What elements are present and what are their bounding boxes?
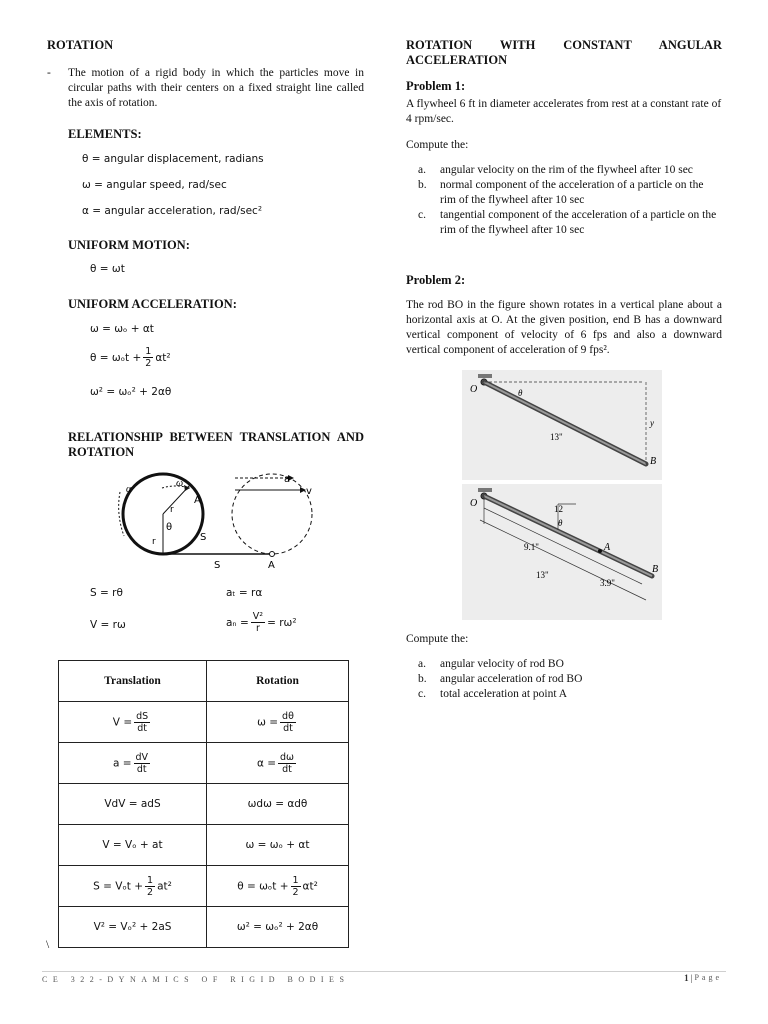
list-text: tangential component of the acceleration of a particle on the rim of the flywheel after 10 sec [440, 209, 717, 236]
right-heading: ROTATION WITH CONSTANT ANGULAR ACCELERATION [406, 38, 722, 67]
list-text: total acceleration at point A [440, 688, 568, 700]
cell-left: ω = [257, 716, 279, 728]
table-row [59, 825, 349, 866]
rod-highlight [484, 496, 652, 576]
table-cell: ωdω = αdθ [207, 784, 349, 825]
pin-support [478, 488, 492, 492]
v-arrow-label: v [306, 486, 312, 497]
fig1-o-label: O [470, 384, 478, 395]
cell-fraction [291, 875, 301, 898]
list-marker: c. [418, 209, 426, 221]
dashed-circle [232, 474, 312, 554]
footer-rule [42, 971, 726, 972]
table-cell [207, 743, 349, 784]
point-a [598, 549, 602, 553]
eq2-left: θ = ωₒt + [90, 351, 142, 364]
table-cell [207, 866, 349, 907]
eq2-den: 2 [145, 358, 152, 369]
footer-page [684, 973, 722, 983]
radius-label-2: r [152, 537, 156, 547]
frac-den: dt [136, 763, 147, 775]
frac-num: dV [135, 751, 149, 763]
cell-fraction [134, 711, 150, 734]
problem2-title: Problem 2: [406, 273, 466, 287]
page-number: 1 [684, 973, 689, 983]
point-a-ground [270, 552, 275, 557]
fig2-b-label: B [652, 564, 659, 575]
arc-s-label: S [200, 532, 207, 543]
table-cell: V² = Vₒ² + 2aS [59, 907, 207, 948]
frac-num: dS [136, 710, 149, 722]
rotation-definition: The motion of a rigid body in which the particles move in circular paths with their centers on a fixed straight line called the axis of rotation. [68, 67, 364, 109]
stray-backslash: \ [46, 939, 50, 951]
fig2-o-label: O [470, 498, 478, 509]
frac-num: 1 [147, 874, 154, 886]
elements-heading: ELEMENTS: [68, 127, 142, 141]
list-item [406, 672, 722, 687]
uniform-acceleration-heading: UNIFORM ACCELERATION: [68, 297, 237, 311]
relation-s: S = rθ [90, 587, 123, 599]
table-cell [59, 702, 207, 743]
an-fraction [251, 611, 265, 634]
uniform-motion-equation: θ = ωt [90, 263, 125, 275]
list-item [406, 657, 722, 672]
fig1-theta-label: θ [518, 388, 523, 398]
frac-den: dt [283, 722, 293, 734]
fig1-b-label: B [650, 456, 657, 467]
radius-line-diagonal [163, 485, 190, 514]
translation-rotation-table [58, 660, 349, 948]
relation-at: aₜ = rα [226, 587, 263, 599]
cell-fraction [278, 752, 296, 775]
radius-label-1: r [170, 505, 174, 515]
table-row [59, 866, 349, 907]
page-word: Page [694, 973, 722, 982]
uniform-accel-eq1: ω = ωₒ + αt [90, 323, 154, 335]
fig2-twelve-label: 12 [554, 504, 563, 514]
element-omega: ω = angular speed, rad/sec [82, 179, 227, 191]
list-marker: a. [418, 164, 426, 176]
eq2-right: αt² [155, 351, 171, 364]
list-marker: b. [418, 673, 427, 685]
relation-an [226, 611, 297, 634]
theta-label: θ [166, 522, 173, 533]
frac-den: dt [137, 722, 148, 734]
rod-figure-1 [462, 370, 662, 480]
element-theta: θ = angular displacement, radians [82, 153, 264, 165]
table-cell: V = Vₒ + at [59, 825, 207, 866]
problem1-compute: Compute the: [406, 139, 469, 151]
rod-figure-2 [462, 484, 662, 620]
list-text: angular velocity on the rim of the flywheel after 10 sec [440, 164, 693, 176]
table-cell: ω² = ωₒ² + 2αθ [207, 907, 349, 948]
alpha-label: α [126, 484, 132, 495]
problem2-list [406, 657, 722, 702]
element-alpha: α = angular acceleration, rad/sec² [82, 205, 263, 217]
table-row [59, 702, 349, 743]
point-a-label: A [194, 495, 201, 506]
page-separator: | [690, 973, 693, 983]
frac-den: 2 [147, 886, 154, 898]
problem1-list [406, 163, 722, 238]
cell-left: θ = ωₒt + [237, 880, 289, 892]
an-right: = rω² [267, 616, 297, 629]
cell-left: S = Vₒt + [93, 880, 144, 892]
uniform-accel-eq2 [90, 346, 171, 369]
table-header-row [59, 661, 349, 702]
table-cell [207, 702, 349, 743]
cell-left: V = [112, 716, 133, 728]
omega-label: ω [176, 478, 184, 489]
list-item [406, 208, 722, 238]
frac-den: dt [282, 763, 292, 775]
cell-left: a = [112, 757, 132, 769]
list-item [406, 687, 722, 702]
list-text: normal component of the acceleration of a particle on the rim of the flywheel after 10 sec [440, 179, 704, 206]
section-title-rotation: ROTATION [47, 38, 114, 52]
bullet-marker: - [47, 67, 51, 79]
problem2-compute: Compute the: [406, 633, 469, 645]
header-rotation: Rotation [207, 661, 349, 702]
rod-highlight [484, 382, 646, 464]
fig1-y-label: y [650, 418, 654, 428]
fig2-thirteen-label: 13" [536, 570, 549, 580]
list-item [406, 178, 722, 208]
list-text: angular acceleration of rod BO [440, 673, 583, 685]
list-text: angular velocity of rod BO [440, 658, 564, 670]
list-marker: b. [418, 179, 427, 191]
frac-den: 2 [292, 886, 299, 898]
table-row [59, 784, 349, 825]
an-num: V² [252, 611, 264, 622]
table-cell: VdV = adS [59, 784, 207, 825]
a-arrow-label: a [284, 474, 291, 485]
header-translation: Translation [59, 661, 207, 702]
cell-fraction [280, 711, 296, 734]
cell-left: α = [256, 757, 277, 769]
list-marker: c. [418, 688, 426, 700]
list-item [406, 163, 722, 178]
fig2-three-nine-label: 3.9" [600, 578, 615, 588]
fig1-length-label: 13" [550, 432, 563, 442]
cell-fraction [145, 875, 155, 898]
cell-fraction [134, 752, 151, 775]
relation-v: V = rω [90, 619, 126, 631]
frac-num: dθ [282, 710, 294, 722]
problem2-text: The rod BO in the figure shown rotates in a vertical plane about a horizontal axis at O. At the given position, end B has a downward vertical component of velocity of 6 fps and also a downward vertical component of acceleration of 9 fps². [406, 299, 722, 356]
frac-num: 1 [292, 874, 299, 886]
table-cell [59, 743, 207, 784]
cell-right: at² [157, 880, 172, 892]
translation-rotation-diagram [110, 470, 320, 575]
table-cell [59, 866, 207, 907]
eq2-fraction [143, 346, 153, 369]
fig2-a-label: A [604, 542, 611, 553]
table-row [59, 743, 349, 784]
ground-a-label: A [268, 560, 275, 571]
frac-num: dω [280, 751, 295, 763]
table-cell: ω = ωₒ + αt [207, 825, 349, 866]
an-den: r [255, 623, 260, 634]
ground-s-label: S [214, 560, 221, 571]
fig2-nine-one-label: 9.1" [524, 542, 539, 552]
problem1-title: Problem 1: [406, 79, 466, 93]
list-marker: a. [418, 658, 426, 670]
pin-support [478, 374, 492, 378]
table-row [59, 907, 349, 948]
fig2-theta-label: θ [558, 518, 563, 528]
eq2-num: 1 [145, 346, 152, 357]
uniform-accel-eq3: ω² = ωₒ² + 2αθ [90, 386, 172, 398]
dimension-line-a [484, 508, 642, 584]
cell-right: αt² [302, 880, 318, 892]
problem1-text: A flywheel 6 ft in diameter accelerates from rest at a constant rate of 4 rpm/sec. [406, 98, 722, 125]
relationship-heading: RELATIONSHIP BETWEEN TRANSLATION AND ROTATION [68, 430, 364, 459]
footer-course: CE 322-DYNAMICS OF RIGID BODIES [42, 975, 350, 984]
an-left: aₙ = [226, 616, 249, 629]
uniform-motion-heading: UNIFORM MOTION: [68, 238, 190, 252]
